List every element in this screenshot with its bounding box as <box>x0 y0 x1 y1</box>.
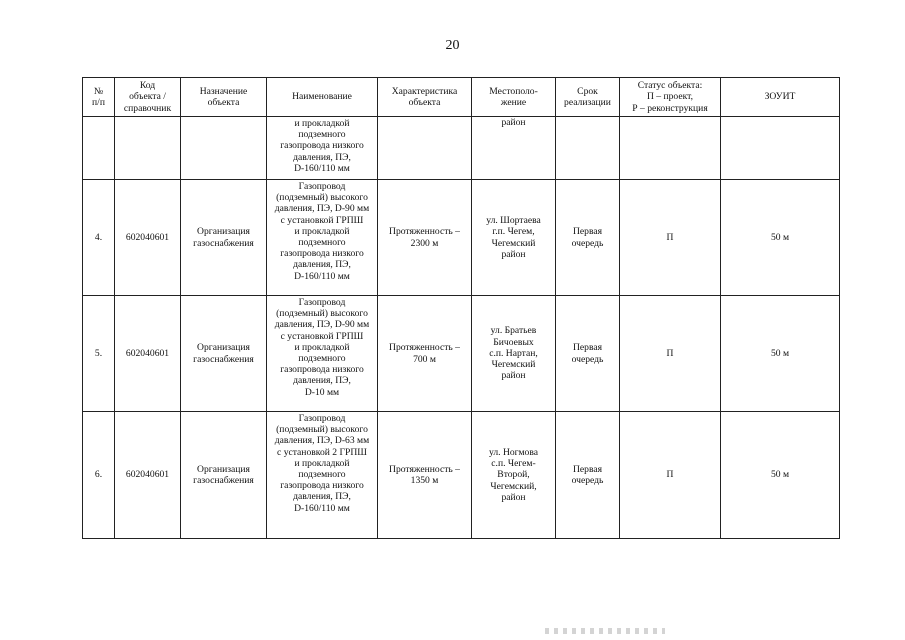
header-characteristic: Характеристика объекта <box>378 78 472 117</box>
cell-term: Первая очередь <box>556 412 620 539</box>
cell-code: 602040601 <box>115 180 181 296</box>
cell-term <box>556 117 620 180</box>
cell-zouit: 50 м <box>721 180 840 296</box>
table-row <box>83 117 840 180</box>
cell-code <box>115 117 181 180</box>
cell-name: Газопровод (подземный) высокого давления, ПЭ, D-90 мм с установкой ГРПШ и прокладкой подземного газопровода низкого давления, ПЭ, D-10 мм <box>267 296 378 412</box>
cell-name: Газопровод (подземный) высокого давления, ПЭ, D-90 мм с установкой ГРПШ и прокладкой подземного газопровода низкого давления, ПЭ, D-160/110 мм <box>267 180 378 296</box>
cell-location: район <box>472 117 556 180</box>
table-row <box>83 296 840 412</box>
table-row <box>83 412 840 539</box>
cell-zouit <box>721 117 840 180</box>
cell-zouit: 50 м <box>721 412 840 539</box>
cell-status: П <box>620 180 721 296</box>
cell-num: 5. <box>83 296 115 412</box>
table-row <box>83 180 840 296</box>
cell-characteristic: Протяженность – 2300 м <box>378 180 472 296</box>
cell-characteristic: Протяженность – 1350 м <box>378 412 472 539</box>
cell-purpose: Организация газоснабжения <box>181 296 267 412</box>
objects-table <box>82 77 840 539</box>
cell-characteristic <box>378 117 472 180</box>
cell-location: ул. Братьев Бичоевых с.п. Нартан, Чегемский район <box>472 296 556 412</box>
cell-name: и прокладкой подземного газопровода низкого давления, ПЭ, D-160/110 мм <box>267 117 378 180</box>
cell-term: Первая очередь <box>556 180 620 296</box>
table-header-row <box>83 78 840 117</box>
header-location: Местополо- жение <box>472 78 556 117</box>
header-zouit: ЗОУИТ <box>721 78 840 117</box>
header-status: Статус объекта: П – проект, Р – реконструкция <box>620 78 721 117</box>
cell-name: Газопровод (подземный) высокого давления, ПЭ, D-63 мм с установкой 2 ГРПШ и прокладкой подземного газопровода низкого давления, ПЭ, D-160/110 мм <box>267 412 378 539</box>
cell-zouit: 50 м <box>721 296 840 412</box>
header-term: Срок реализации <box>556 78 620 117</box>
cell-location: ул. Ногмова с.п. Чегем- Второй, Чегемский, район <box>472 412 556 539</box>
cell-status <box>620 117 721 180</box>
scan-artifact <box>545 628 665 634</box>
cell-characteristic: Протяженность – 700 м <box>378 296 472 412</box>
header-purpose: Назначение объекта <box>181 78 267 117</box>
cell-code: 602040601 <box>115 296 181 412</box>
cell-purpose: Организация газоснабжения <box>181 180 267 296</box>
page-number: 20 <box>445 38 460 53</box>
cell-status: П <box>620 296 721 412</box>
cell-num: 6. <box>83 412 115 539</box>
cell-purpose <box>181 117 267 180</box>
header-name: Наименование <box>267 78 378 117</box>
cell-purpose: Организация газоснабжения <box>181 412 267 539</box>
cell-term: Первая очередь <box>556 296 620 412</box>
cell-num <box>83 117 115 180</box>
cell-location: ул. Шортаева г.п. Чегем, Чегемский район <box>472 180 556 296</box>
cell-status: П <box>620 412 721 539</box>
cell-num: 4. <box>83 180 115 296</box>
header-num: № п/п <box>83 78 115 117</box>
header-code: Код объекта / справочник <box>115 78 181 117</box>
cell-code: 602040601 <box>115 412 181 539</box>
